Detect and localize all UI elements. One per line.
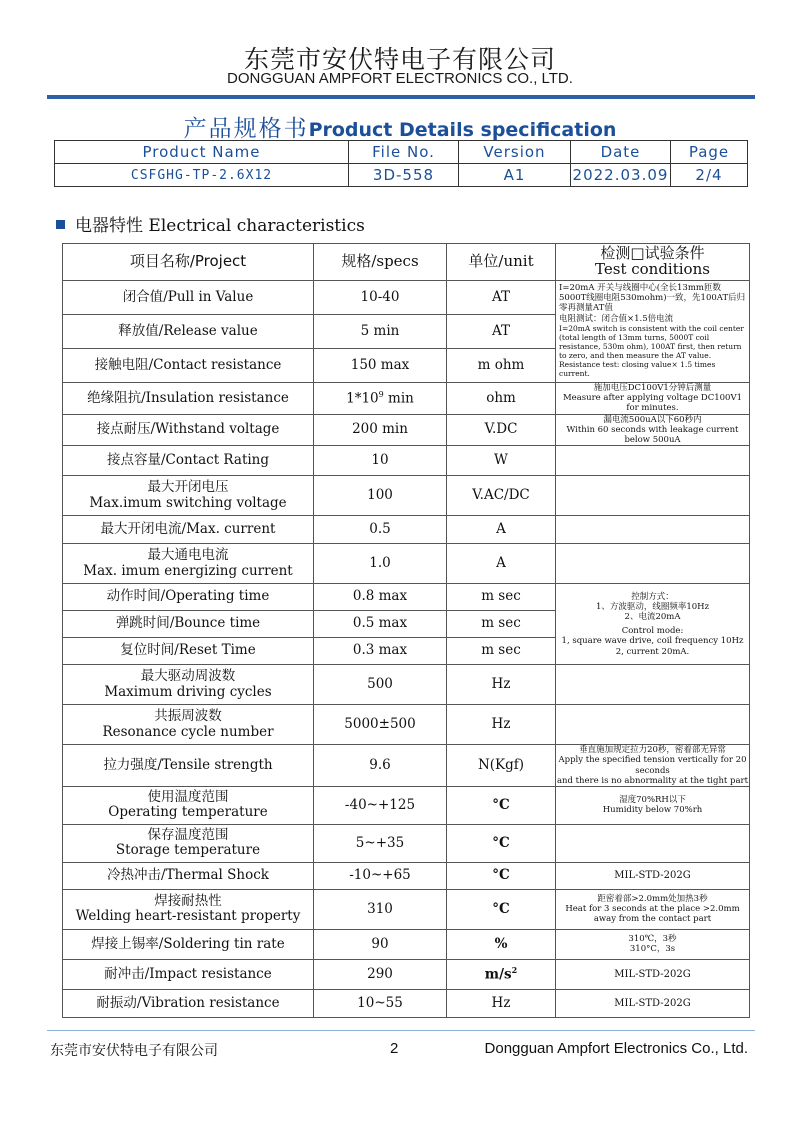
row-unit: V.DC: [447, 414, 556, 446]
meta-product-name: CSFGHG-TP-2.6X12: [55, 164, 349, 187]
meta-header-row: [55, 141, 748, 164]
row-spec: 200 min: [314, 414, 447, 446]
row-spec: 290: [314, 959, 447, 989]
row-condition-welding: 距密着部>2.0mm处加热3秒 Heat for 3 seconds at the place >2.0mm away from the contact part: [556, 889, 750, 929]
row-project: 接点容量/Contact Rating: [63, 446, 314, 476]
row-project: 焊接耐热性 Welding heart-resistant property: [63, 889, 314, 929]
row-unit: Hz: [447, 989, 556, 1017]
row-condition-empty: [556, 516, 750, 544]
row-project: 最大开闭电压 Max.imum switching voltage: [63, 476, 314, 516]
row-unit: m sec: [447, 611, 556, 638]
table-row: [63, 446, 750, 476]
row-spec: 10-40: [314, 281, 447, 315]
row-spec: 5~+35: [314, 824, 447, 862]
table-row: [63, 929, 750, 959]
row-unit: °C: [447, 862, 556, 889]
row-project: 保存温度范围 Storage temperature: [63, 824, 314, 862]
row-project: 拉力强度/Tensile strength: [63, 745, 314, 787]
section-bullet-icon: [56, 220, 65, 229]
table-row: [63, 862, 750, 889]
row-unit: °C: [447, 824, 556, 862]
company-name-cn: 东莞市安伏特电子有限公司: [243, 45, 556, 74]
row-project: 复位时间/Reset Time: [63, 638, 314, 665]
row-spec: 9.6: [314, 745, 447, 787]
row-spec: 5 min: [314, 315, 447, 349]
meta-page: 2/4: [671, 164, 748, 187]
row-unit: W: [447, 446, 556, 476]
row-spec: 90: [314, 929, 447, 959]
row-project: 接触电阻/Contact resistance: [63, 349, 314, 383]
row-project: 耐振动/Vibration resistance: [63, 989, 314, 1017]
row-condition-empty: [556, 446, 750, 476]
header-project: 项目名称/Project: [63, 244, 314, 281]
row-project: 耐冲击/Impact resistance: [63, 959, 314, 989]
row-unit: $m/s^2$: [447, 959, 556, 989]
table-row: [63, 705, 750, 745]
row-project: 动作时间/Operating time: [63, 584, 314, 611]
row-condition-thermal: MIL-STD-202G: [556, 862, 750, 889]
row-project: 闭合值/Pull in Value: [63, 281, 314, 315]
row-unit: V.AC/DC: [447, 476, 556, 516]
row-condition-empty: [556, 824, 750, 862]
row-project: 共振周波数 Resonance cycle number: [63, 705, 314, 745]
row-condition-temperature: 湿度70%RH以下 Humidity below 70%rh: [556, 786, 750, 824]
row-spec: 310: [314, 889, 447, 929]
meta-date: 2022.03.09: [571, 164, 671, 187]
table-row: [63, 544, 750, 584]
row-condition-empty: [556, 705, 750, 745]
row-spec: 5000±500: [314, 705, 447, 745]
table-row: [63, 584, 750, 611]
footer-page-number: 2: [390, 1040, 399, 1057]
section-heading-cn: 电器特性: [75, 216, 143, 236]
table-row: [63, 786, 750, 824]
row-project: 最大开闭电流/Max. current: [63, 516, 314, 544]
table-row: [63, 476, 750, 516]
meta-version: A1: [459, 164, 571, 187]
row-spec: 100: [314, 476, 447, 516]
section-heading: [56, 211, 365, 236]
row-unit: ohm: [447, 383, 556, 415]
row-spec: 10~55: [314, 989, 447, 1017]
row-unit: m sec: [447, 584, 556, 611]
row-spec: $1*10^9$ min: [314, 383, 447, 415]
table-row: [63, 414, 750, 446]
section-heading-en: Electrical characteristics: [148, 216, 365, 236]
header-specs: 规格/specs: [314, 244, 447, 281]
row-project: 弹跳时间/Bounce time: [63, 611, 314, 638]
meta-header-date: Date: [571, 141, 671, 164]
document-title-cn: 产品规格书: [183, 116, 309, 142]
row-project: 绝缘阻抗/Insulation resistance: [63, 383, 314, 415]
row-spec: 0.5: [314, 516, 447, 544]
table-row: [63, 383, 750, 415]
row-unit: A: [447, 544, 556, 584]
document-title: [0, 110, 800, 143]
footer-company-cn: 东莞市安伏特电子有限公司: [50, 1043, 218, 1059]
header-divider: [47, 95, 755, 99]
row-spec: 150 max: [314, 349, 447, 383]
row-condition-empty: [556, 665, 750, 705]
footer-divider: [47, 1030, 755, 1031]
header-test-conditions: 检测□试验条件 Test conditions: [556, 244, 750, 281]
row-project: 释放值/Release value: [63, 315, 314, 349]
row-condition-tensile: 垂直施加规定拉力20秒，密着部无异常 Apply the specified tension vertically for 20 seconds and there is no abnormality at the tight part: [556, 745, 749, 786]
row-condition-empty: [556, 544, 750, 584]
row-project: 接点耐压/Withstand voltage: [63, 414, 314, 446]
row-project: 最大通电电流 Max. imum energizing current: [63, 544, 314, 584]
meta-header-page: Page: [671, 141, 748, 164]
row-unit: AT: [447, 281, 556, 315]
row-condition-insulation: 施加电压DC100V1分钟后测量 Measure after applying voltage DC100V1 for minutes.: [556, 383, 750, 415]
document-meta-table: [54, 140, 748, 187]
row-unit: %: [447, 929, 556, 959]
row-project: 冷热冲击/Thermal Shock: [63, 862, 314, 889]
row-project: 焊接上锡率/Soldering tin rate: [63, 929, 314, 959]
row-project: 最大驱动周波数 Maximum driving cycles: [63, 665, 314, 705]
row-condition-timing: 控制方式： 1、方波驱动，线圈频率10Hz 2、电流20mA Control mode: 1, square wave drive, coil frequency 10Hz 2, current 20mA.: [556, 584, 750, 665]
table-row: [63, 989, 750, 1017]
meta-file-no: 3D-558: [349, 164, 459, 187]
table-row: [63, 745, 750, 787]
footer-company-en: Dongguan Ampfort Electronics Co., Ltd.: [484, 1040, 748, 1057]
row-condition-solder: 310℃，3秒 310°C，3s: [556, 929, 750, 959]
meta-value-row: [55, 164, 748, 187]
table-row: [63, 281, 750, 315]
row-spec: 10: [314, 446, 447, 476]
row-unit: Hz: [447, 665, 556, 705]
row-unit: m ohm: [447, 349, 556, 383]
row-condition-withstand: 漏电流500uA以下60秒内 Within 60 seconds with leakage current below 500uA: [556, 414, 750, 446]
meta-header-file-no: File No.: [349, 141, 459, 164]
row-condition-impact: MIL-STD-202G: [556, 959, 750, 989]
row-condition-vibration: MIL-STD-202G: [556, 989, 750, 1017]
row-spec: 500: [314, 665, 447, 705]
row-spec: -40~+125: [314, 786, 447, 824]
row-spec: 1.0: [314, 544, 447, 584]
table-row: [63, 959, 750, 989]
row-unit: °C: [447, 889, 556, 929]
row-unit: Hz: [447, 705, 556, 745]
row-project: 使用温度范围 Operating temperature: [63, 786, 314, 824]
document-title-en: Product Details specification: [308, 119, 617, 141]
row-spec: 0.8 max: [314, 584, 447, 611]
row-unit: N(Kgf): [447, 745, 556, 787]
row-unit: °C: [447, 786, 556, 824]
table-row: [63, 824, 750, 862]
company-name-en: DONGGUAN AMPFORT ELECTRONICS CO., LTD.: [227, 70, 573, 87]
row-spec: -10~+65: [314, 862, 447, 889]
row-spec: 0.3 max: [314, 638, 447, 665]
row-unit: A: [447, 516, 556, 544]
row-unit: AT: [447, 315, 556, 349]
header-unit: 单位/unit: [447, 244, 556, 281]
row-condition-pull-release: I=20mA 开关与线圈中心(全长13mm匝数5000T线圈电阻530mohm)一致，先100AT后归零再测量AT值 电阻测试：闭合值×1.5倍电流 I=20mA switch is consistent with the coil center (total length of 13mm turns, 5000T coil resistance, 530m ohm), 100AT first, then return to zero, and then measure the AT value. Resistance test: closing value× 1.5 times current.: [556, 281, 750, 383]
row-condition-empty: [556, 476, 750, 516]
table-row: [63, 665, 750, 705]
electrical-characteristics-table: [62, 243, 750, 1018]
row-unit: m sec: [447, 638, 556, 665]
meta-header-version: Version: [459, 141, 571, 164]
row-spec: 0.5 max: [314, 611, 447, 638]
table-row: [63, 516, 750, 544]
table-row: [63, 889, 750, 929]
table-header-row: [63, 244, 750, 281]
meta-header-product-name: Product Name: [55, 141, 349, 164]
